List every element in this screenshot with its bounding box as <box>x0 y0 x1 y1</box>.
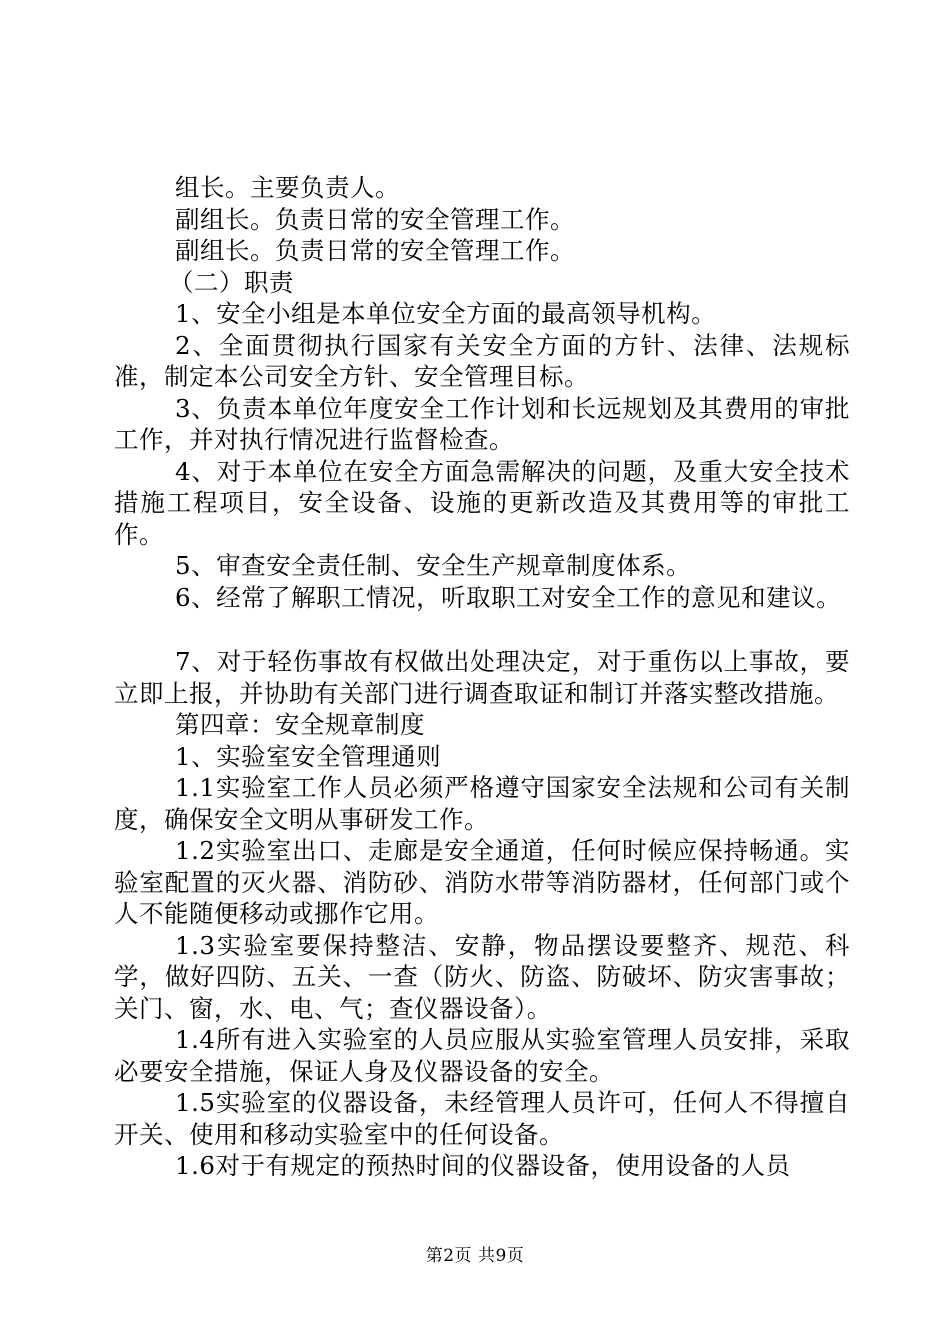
section-heading-lab-rules: 1、实验室安全管理通则 <box>175 741 442 771</box>
paragraph-leader: 组长。主要负责人。 <box>175 173 400 202</box>
paragraph-duty-1: 1、安全小组是本单位安全方面的最高领导机构。 <box>175 299 717 328</box>
section-heading-duties: （二）职责 <box>169 267 294 297</box>
paragraph-duty-5: 5、审查安全责任制、安全生产规章制度体系。 <box>175 551 692 580</box>
chapter-heading: 第四章：安全规章制度 <box>175 710 425 739</box>
paragraph-deputy-leader-1: 副组长。负责日常的安全管理工作。 <box>175 204 575 234</box>
paragraph-deputy-leader-2: 副组长。负责日常的安全管理工作。 <box>175 236 575 265</box>
paragraph-duty-3: 3、负责本单位年度安全工作计划和长远规划及其费用的审批工作，并对执行情况进行监督检查。 <box>114 393 850 454</box>
page-number-footer: 第2页 共9页 <box>425 1246 525 1266</box>
paragraph-duty-6: 6、经常了解职工情况，听取职工对安全工作的意见和建议。 <box>175 582 842 612</box>
paragraph-rule-1-6: 1.6对于有规定的预热时间的仪器设备，使用设备的人员 <box>175 1151 791 1180</box>
paragraph-duty-2: 2、全面贯彻执行国家有关安全方面的方针、法律、法规标准，制定本公司安全方针、安全管理目标。 <box>114 330 850 391</box>
paragraph-duty-4: 4、对于本单位在安全方面急需解决的问题，及重大安全技术措施工程项目，安全设备、设施的更新改造及其费用等的审批工作。 <box>114 456 850 549</box>
paragraph-rule-1-3: 1.3实验室要保持整洁、安静，物品摆设要整齐、规范、科学，做好四防、五关、一查（防火、防盗、防破坏、防灾害事故；关门、窗，水、电、气；查仪器设备）。 <box>114 930 850 1023</box>
paragraph-rule-1-5: 1.5实验室的仪器设备，未经管理人员许可，任何人不得擅自开关、使用和移动实验室中的任何设备。 <box>114 1088 850 1149</box>
paragraph-rule-1-1: 1.1实验室工作人员必须严格遵守国家安全法规和公司有关制度，确保安全文明从事研发工作。 <box>114 773 850 834</box>
paragraph-rule-1-4: 1.4所有进入实验室的人员应服从实验室管理人员安排，采取必要安全措施，保证人身及仪器设备的安全。 <box>114 1025 850 1086</box>
paragraph-duty-7: 7、对于轻伤事故有权做出处理决定，对于重伤以上事故，要立即上报，并协助有关部门进行调查取证和制订并落实整改措施。 <box>114 647 850 708</box>
document-body <box>114 172 850 1182</box>
paragraph-rule-1-2: 1.2实验室出口、走廊是安全通道，任何时候应保持畅通。实验室配置的灭火器、消防砂、消防水带等消防器材，任何部门或个人不能随便移动或挪作它用。 <box>114 836 850 928</box>
